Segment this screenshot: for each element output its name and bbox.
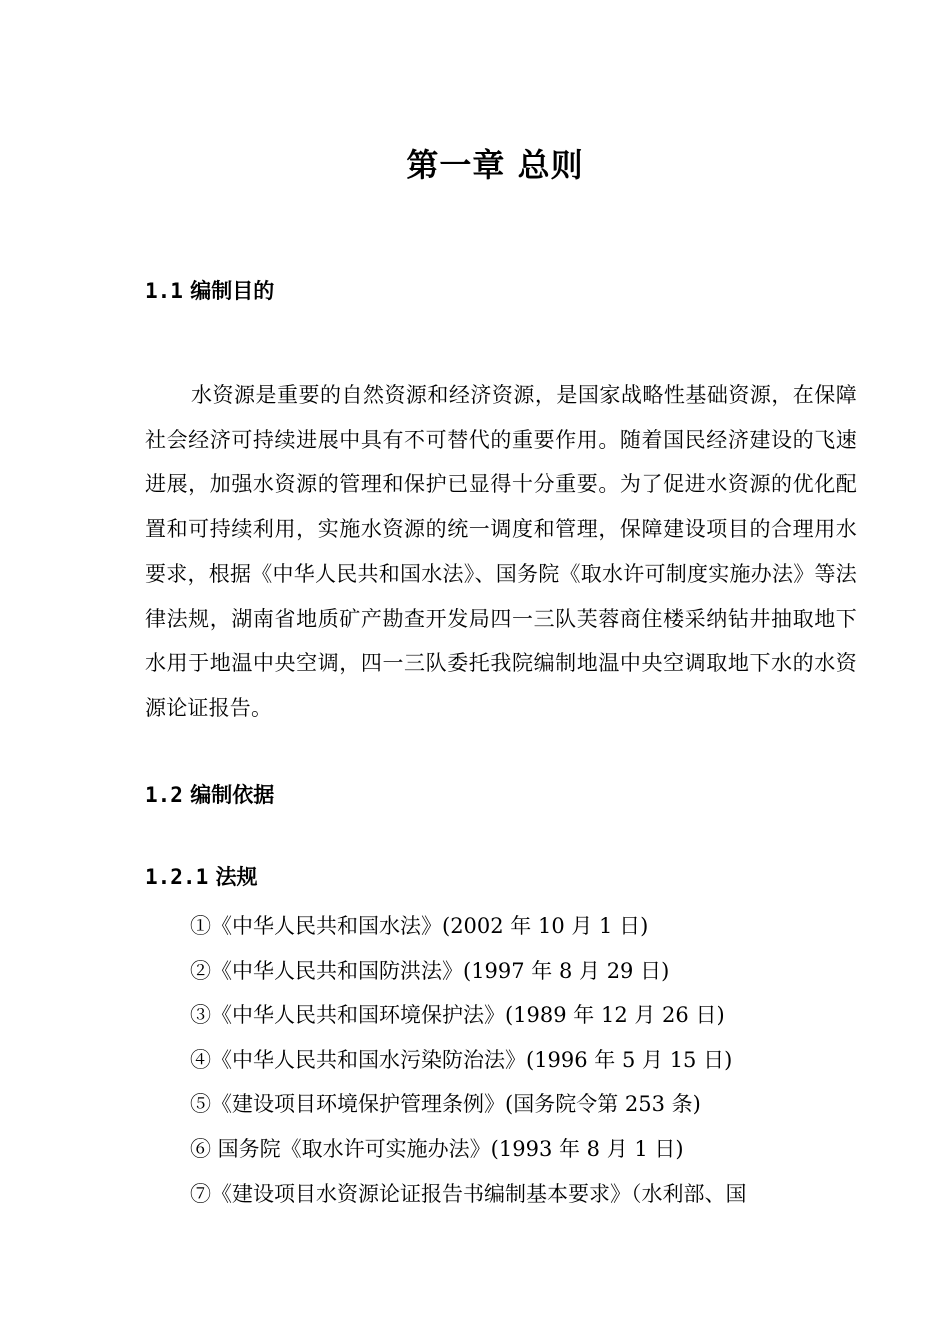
section-title: 编制依据 bbox=[190, 783, 275, 807]
section-title: 法规 bbox=[215, 865, 258, 889]
section-heading-1-2 bbox=[145, 780, 274, 810]
section-number: 1.2 bbox=[145, 783, 183, 807]
list-item: ⑥ 国务院《取水许可实施办法》(1993 年 8 月 1 日) bbox=[190, 1136, 684, 1161]
list-item: ②《中华人民共和国防洪法》(1997 年 8 月 29 日) bbox=[190, 958, 670, 983]
section-heading-1-1 bbox=[145, 276, 274, 306]
regulations-list bbox=[190, 904, 870, 1216]
chapter-title: 第一章 总则 bbox=[406, 146, 584, 184]
section-heading-1-2-1 bbox=[145, 862, 258, 892]
section-number: 1.2.1 bbox=[145, 865, 209, 889]
section-title: 编制目的 bbox=[190, 279, 275, 303]
section-number: 1.1 bbox=[145, 279, 183, 303]
list-item: ④《中华人民共和国水污染防治法》(1996 年 5 月 15 日) bbox=[190, 1047, 733, 1072]
list-item: ⑦《建设项目水资源论证报告书编制基本要求》（水利部、国 bbox=[190, 1181, 747, 1206]
purpose-paragraph: 水资源是重要的自然资源和经济资源，是国家战略性基础资源，在保障社会经济可持续进展中具有不可替代的重要作用。随着国民经济建设的飞速进展，加强水资源的管理和保护已显得十分重要。为了促进水资源的优化配置和可持续利用，实施水资源的统一调度和管理，保障建设项目的合理用水要求，根据《中华人民共和国水法》、国务院《取水许可制度实施办法》等法律法规，湖南省地质矿产勘查开发局四一三队芙蓉商住楼采纳钻井抽取地下水用于地温中央空调，四一三队委托我院编制地温中央空调取地下水的水资源论证报告。 bbox=[145, 383, 857, 720]
list-item: ⑤《建设项目环境保护管理条例》(国务院令第 253 条) bbox=[190, 1092, 701, 1117]
list-item: ③《中华人民共和国环境保护法》(1989 年 12 月 26 日) bbox=[190, 1003, 725, 1028]
list-item: ①《中华人民共和国水法》(2002 年 10 月 1 日) bbox=[190, 914, 649, 938]
